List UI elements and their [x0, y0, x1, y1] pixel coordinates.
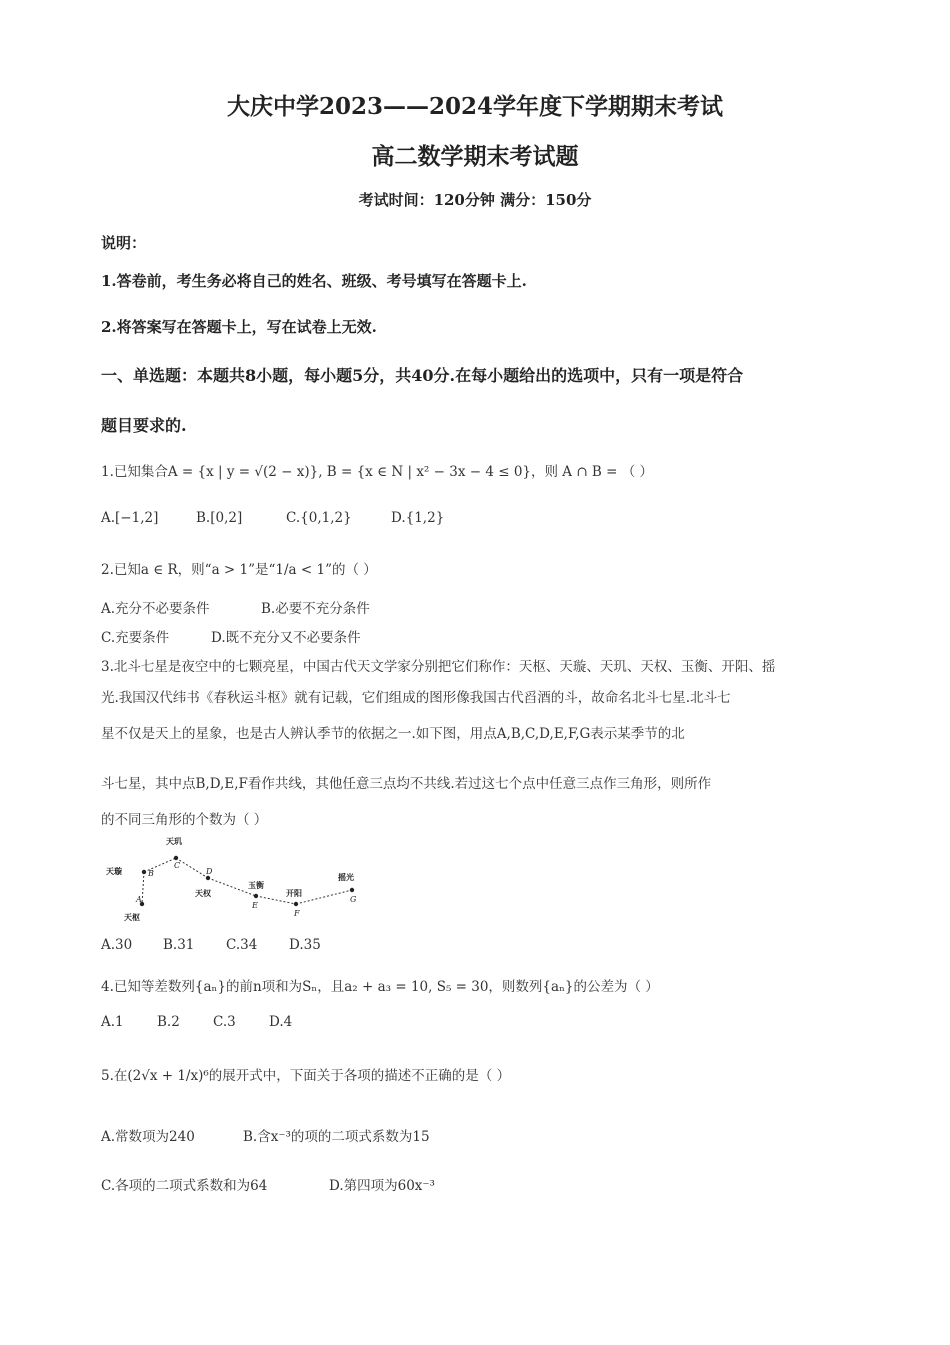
segment-f-g — [296, 890, 352, 904]
star-label-yuheng: 玉衡 — [248, 881, 264, 890]
star-d — [206, 876, 210, 880]
q3-option-c: C.34 — [226, 937, 258, 953]
big-dipper-figure — [100, 832, 360, 928]
question-3-stem-line1: 3.北斗七星是夜空中的七颗亮星，中国古代天文学家分别把它们称作：天枢、天璇、天玑、天权、玉衡、开阳、摇 — [101, 659, 776, 675]
q1-option-c: C.{0,1,2} — [286, 510, 352, 526]
exam-title: 大庆中学2023——2024学年度下学期期末考试 — [226, 93, 724, 120]
point-label-f: F — [294, 909, 300, 918]
star-label-kaiyang: 开阳 — [286, 889, 302, 898]
question-1-options — [101, 510, 444, 526]
question-4-options — [101, 1014, 292, 1030]
star-label-yaoguang: 摇光 — [338, 873, 354, 882]
exam-meta: 考试时间：120分钟 满分：150分 — [358, 191, 592, 209]
q2-option-b: B.必要不充分条件 — [261, 601, 370, 617]
star-e — [254, 894, 258, 898]
star-c — [174, 856, 178, 860]
question-3-stem-line2: 光.我国汉代纬书《春秋运斗枢》就有记载，它们组成的图形像我国古代舀酒的斗，故命名北斗七星.北斗七 — [101, 690, 731, 706]
q4-option-a: A.1 — [101, 1014, 124, 1030]
question-5-options-row2 — [101, 1174, 435, 1194]
question-5-stem: 5.在(2√x + 1/x)⁶的展开式中，下面关于各项的描述不正确的是（ ） — [101, 1068, 511, 1084]
point-label-e: E — [252, 901, 258, 910]
question-3-options — [101, 937, 321, 953]
segment-b-a — [142, 872, 144, 904]
star-label-tianxuan: 天璇 — [106, 867, 122, 876]
star-label-tianshu: 天枢 — [124, 913, 140, 922]
q2-option-d: D.既不充分又不必要条件 — [211, 630, 361, 646]
q5-option-d: D.第四项为60x⁻³ — [329, 1178, 435, 1194]
big-dipper-diagram — [100, 832, 360, 928]
point-label-b: B — [148, 869, 154, 878]
note-2: 2.将答案写在答题卡上，写在试卷上无效. — [101, 318, 377, 336]
q5-option-c: C.各项的二项式系数和为64 — [101, 1178, 268, 1194]
segment-c-d — [176, 858, 208, 878]
q3-option-b: B.31 — [163, 937, 195, 953]
q4-option-b: B.2 — [157, 1014, 180, 1030]
point-label-d: D — [206, 867, 213, 876]
exam-subtitle: 高二数学期末考试题 — [371, 143, 579, 170]
q2-option-a: A.充分不必要条件 — [101, 601, 210, 617]
star-label-tianquan: 天权 — [195, 889, 211, 898]
q1-option-a: A.[−1,2] — [101, 510, 159, 526]
point-label-g: G — [350, 895, 357, 904]
section-heading-line2: 题目要求的. — [101, 416, 187, 435]
notes-heading: 说明： — [101, 234, 147, 252]
question-2-options-row2 — [101, 626, 361, 646]
q1-option-d: D.{1,2} — [391, 510, 445, 526]
q4-option-c: C.3 — [213, 1014, 236, 1030]
q5-option-a: A.常数项为240 — [101, 1129, 195, 1145]
note-1: 1.答卷前，考生务必将自己的姓名、班级、考号填写在答题卡上. — [101, 272, 527, 290]
q5-option-b: B.含x⁻³的项的二项式系数为15 — [243, 1129, 430, 1145]
star-f — [294, 902, 298, 906]
question-4-stem: 4.已知等差数列{aₙ}的前n项和为Sₙ，且a₂ + a₃ = 10, S₅ = 30，则数列{aₙ}的公差为（ ） — [101, 979, 659, 995]
question-2-options-row1 — [101, 597, 370, 617]
question-3-stem-line3: 星不仅是天上的星象，也是古人辨认季节的依据之一.如下图，用点A,B,C,D,E,F,G表示某季节的北 — [101, 726, 685, 742]
q3-option-a: A.30 — [101, 937, 133, 953]
star-g — [350, 888, 354, 892]
q2-option-c: C.充要条件 — [101, 630, 170, 646]
star-b — [142, 870, 146, 874]
q1-option-b: B.[0,2] — [196, 510, 243, 526]
question-5-options-row1 — [101, 1125, 430, 1145]
q4-option-d: D.4 — [269, 1014, 293, 1030]
point-label-c: C — [174, 861, 181, 870]
question-3-stem-line4: 斗七星，其中点B,D,E,F看作共线，其他任意三点均不共线.若过这七个点中任意三点作三角形，则所作 — [101, 776, 712, 792]
star-label-tianji: 天玑 — [166, 837, 182, 846]
point-label-a: A — [136, 895, 142, 904]
question-2-stem: 2.已知a ∈ R，则“a > 1”是“1/a < 1”的（ ） — [101, 562, 377, 578]
section-heading-line1: 一、单选题：本题共8小题，每小题5分，共40分.在每小题给出的选项中，只有一项是符合 — [101, 366, 744, 385]
q3-option-d: D.35 — [289, 937, 321, 953]
question-3-stem-line5: 的不同三角形的个数为（ ） — [101, 812, 268, 828]
question-1-stem: 1.已知集合A = {x | y = √(2 − x)}, B = {x ∈ N | x² − 3x − 4 ≤ 0}，则 A ∩ B = （ ） — [101, 464, 654, 480]
